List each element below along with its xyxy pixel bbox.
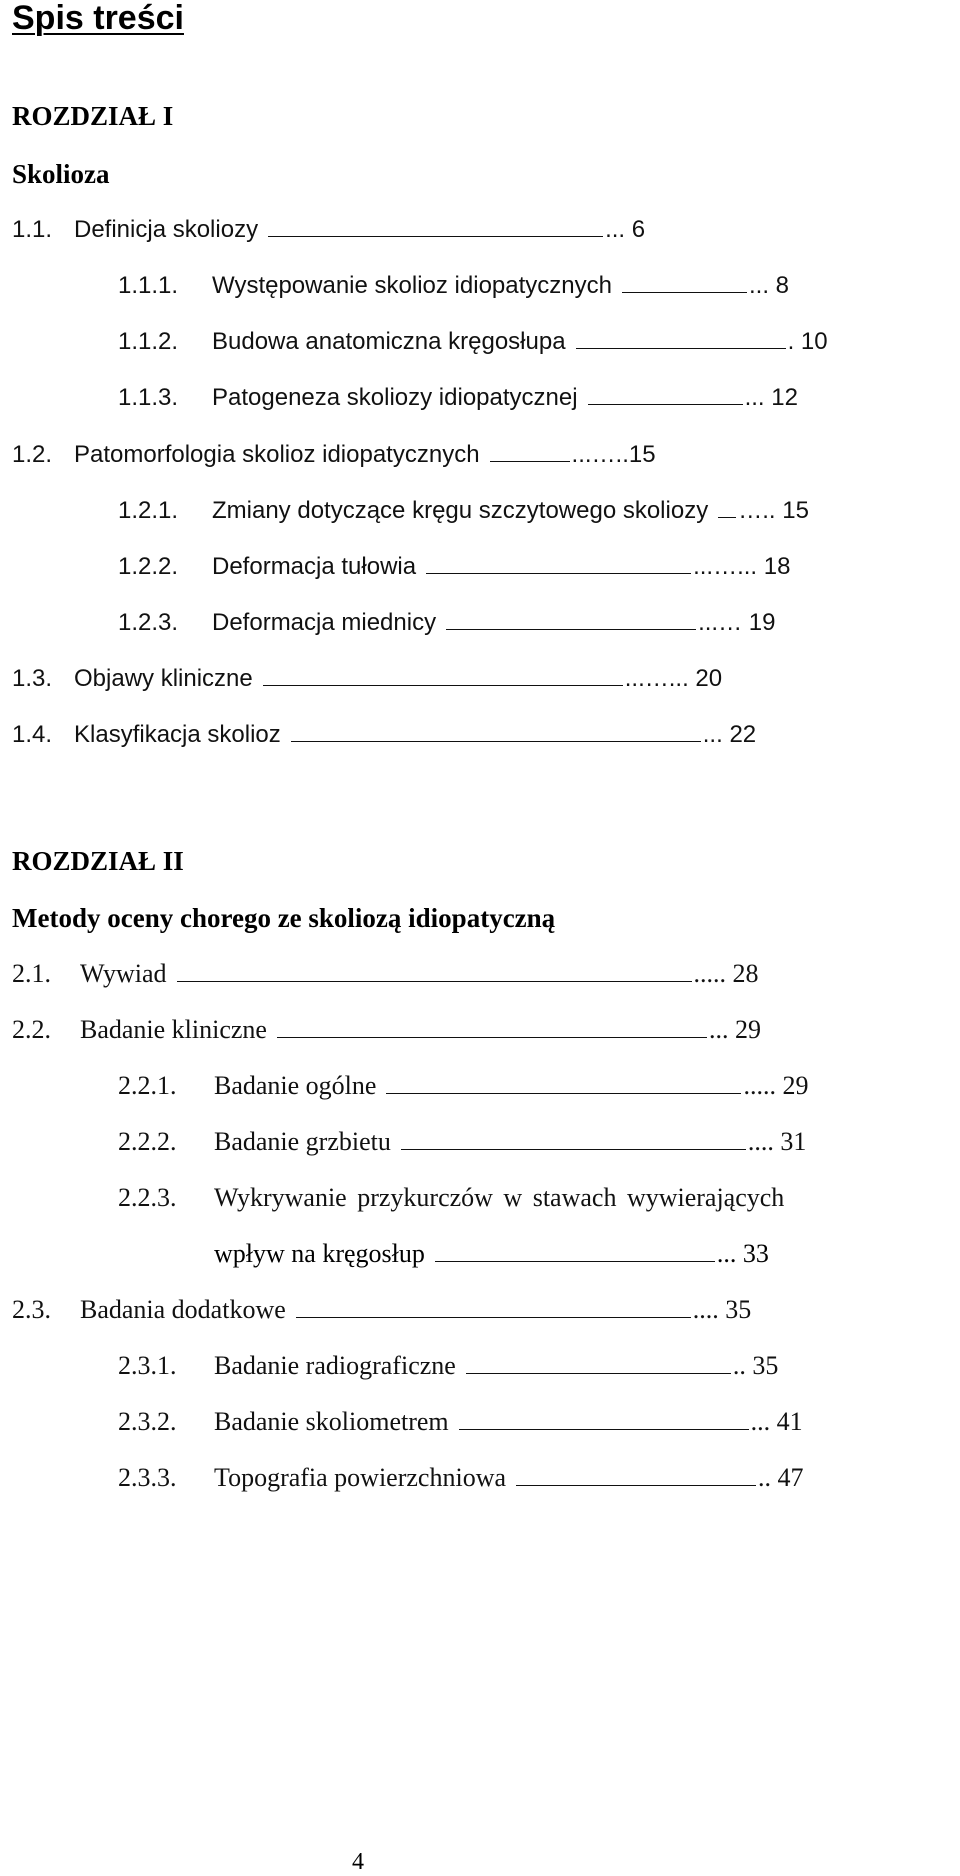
toc-entry-1-4[interactable]: 1.4. Klasyfikacja skolioz ... 22	[12, 721, 757, 748]
toc-entry-2-2-3[interactable]: 2.2.3. Wykrywanie przykurczów w stawach wywierających	[118, 1183, 785, 1212]
page-ref: 10	[800, 328, 828, 355]
toc-entry-1-1-3[interactable]: 1.1.3. Patogeneza skoliozy idiopatycznej ... 12	[118, 384, 798, 411]
page-ref: 29	[782, 1071, 809, 1100]
page-ref: 18	[763, 553, 791, 580]
toc-entry-2-3-2[interactable]: 2.3.2. Badanie skoliometrem ... 41	[118, 1407, 803, 1436]
page-ref: 33	[742, 1239, 769, 1268]
toc-entry-1-2-1[interactable]: 1.2.1. Zmiany dotyczące kręgu szczytowego skoliozy ….. 15	[118, 497, 809, 524]
page-ref: 6	[631, 216, 646, 243]
page-ref: 47	[777, 1463, 804, 1492]
page-ref: 22	[729, 721, 757, 748]
toc-entry-1-2-3[interactable]: 1.2.3. Deformacja miednicy ...… 19	[118, 609, 776, 636]
page-ref: 31	[780, 1127, 807, 1156]
page-ref: 35	[752, 1351, 779, 1380]
toc-entry-1-2[interactable]: 1.2. Patomorfologia skolioz idiopatycznych ...…..15	[12, 441, 656, 468]
toc-entry-1-1[interactable]: 1.1. Definicja skoliozy ... 6	[12, 216, 646, 243]
toc-entry-2-3-1[interactable]: 2.3.1. Badanie radiograficzne .. 35	[118, 1351, 779, 1380]
toc-entry-2-2[interactable]: 2.2. Badanie kliniczne ... 29	[12, 1015, 761, 1044]
toc-entry-2-3-3[interactable]: 2.3.3. Topografia powierzchniowa .. 47	[118, 1463, 804, 1492]
chapter-1-label: ROZDZIAŁ I	[12, 101, 174, 131]
page-ref: 28	[732, 959, 759, 988]
page-ref: 8	[775, 272, 790, 299]
toc-entry-1-2-2[interactable]: 1.2.2. Deformacja tułowia ...…... 18	[118, 553, 791, 580]
chapter-1-title: Skolioza	[12, 159, 110, 189]
page-ref: 35	[725, 1295, 752, 1324]
page-number: 4	[352, 1849, 364, 1875]
chapter-2-title: Metody oceny chorego ze skoliozą idiopatyczną	[12, 903, 556, 933]
toc-entry-2-2-1[interactable]: 2.2.1. Badanie ogólne ..... 29	[118, 1071, 809, 1100]
page-ref: 15	[782, 497, 809, 524]
page-ref: 20	[695, 665, 723, 692]
toc-entry-1-3[interactable]: 1.3. Objawy kliniczne ...…... 20	[12, 665, 723, 692]
toc-entry-2-2-2[interactable]: 2.2.2. Badanie grzbietu .... 31	[118, 1127, 807, 1156]
page-ref: 12	[771, 384, 798, 411]
toc-title: Spis treści	[12, 0, 184, 37]
toc-entry-1-1-2[interactable]: 1.1.2. Budowa anatomiczna kręgosłupa . 10	[118, 328, 828, 355]
toc-entry-2-1[interactable]: 2.1. Wywiad ..... 28	[12, 959, 759, 988]
page-ref: 41	[776, 1407, 803, 1436]
chapter-2-label: ROZDZIAŁ II	[12, 846, 184, 876]
toc-entry-2-3[interactable]: 2.3. Badania dodatkowe .... 35	[12, 1295, 752, 1324]
toc-entry-2-2-3-continuation[interactable]: wpływ na kręgosłup ... 33	[214, 1239, 769, 1268]
page-ref: 15	[628, 441, 656, 468]
toc-entry-1-1-1[interactable]: 1.1.1. Występowanie skolioz idiopatycznych ... 8	[118, 272, 790, 299]
page-ref: 29	[734, 1015, 761, 1044]
page-ref: 19	[748, 609, 776, 636]
